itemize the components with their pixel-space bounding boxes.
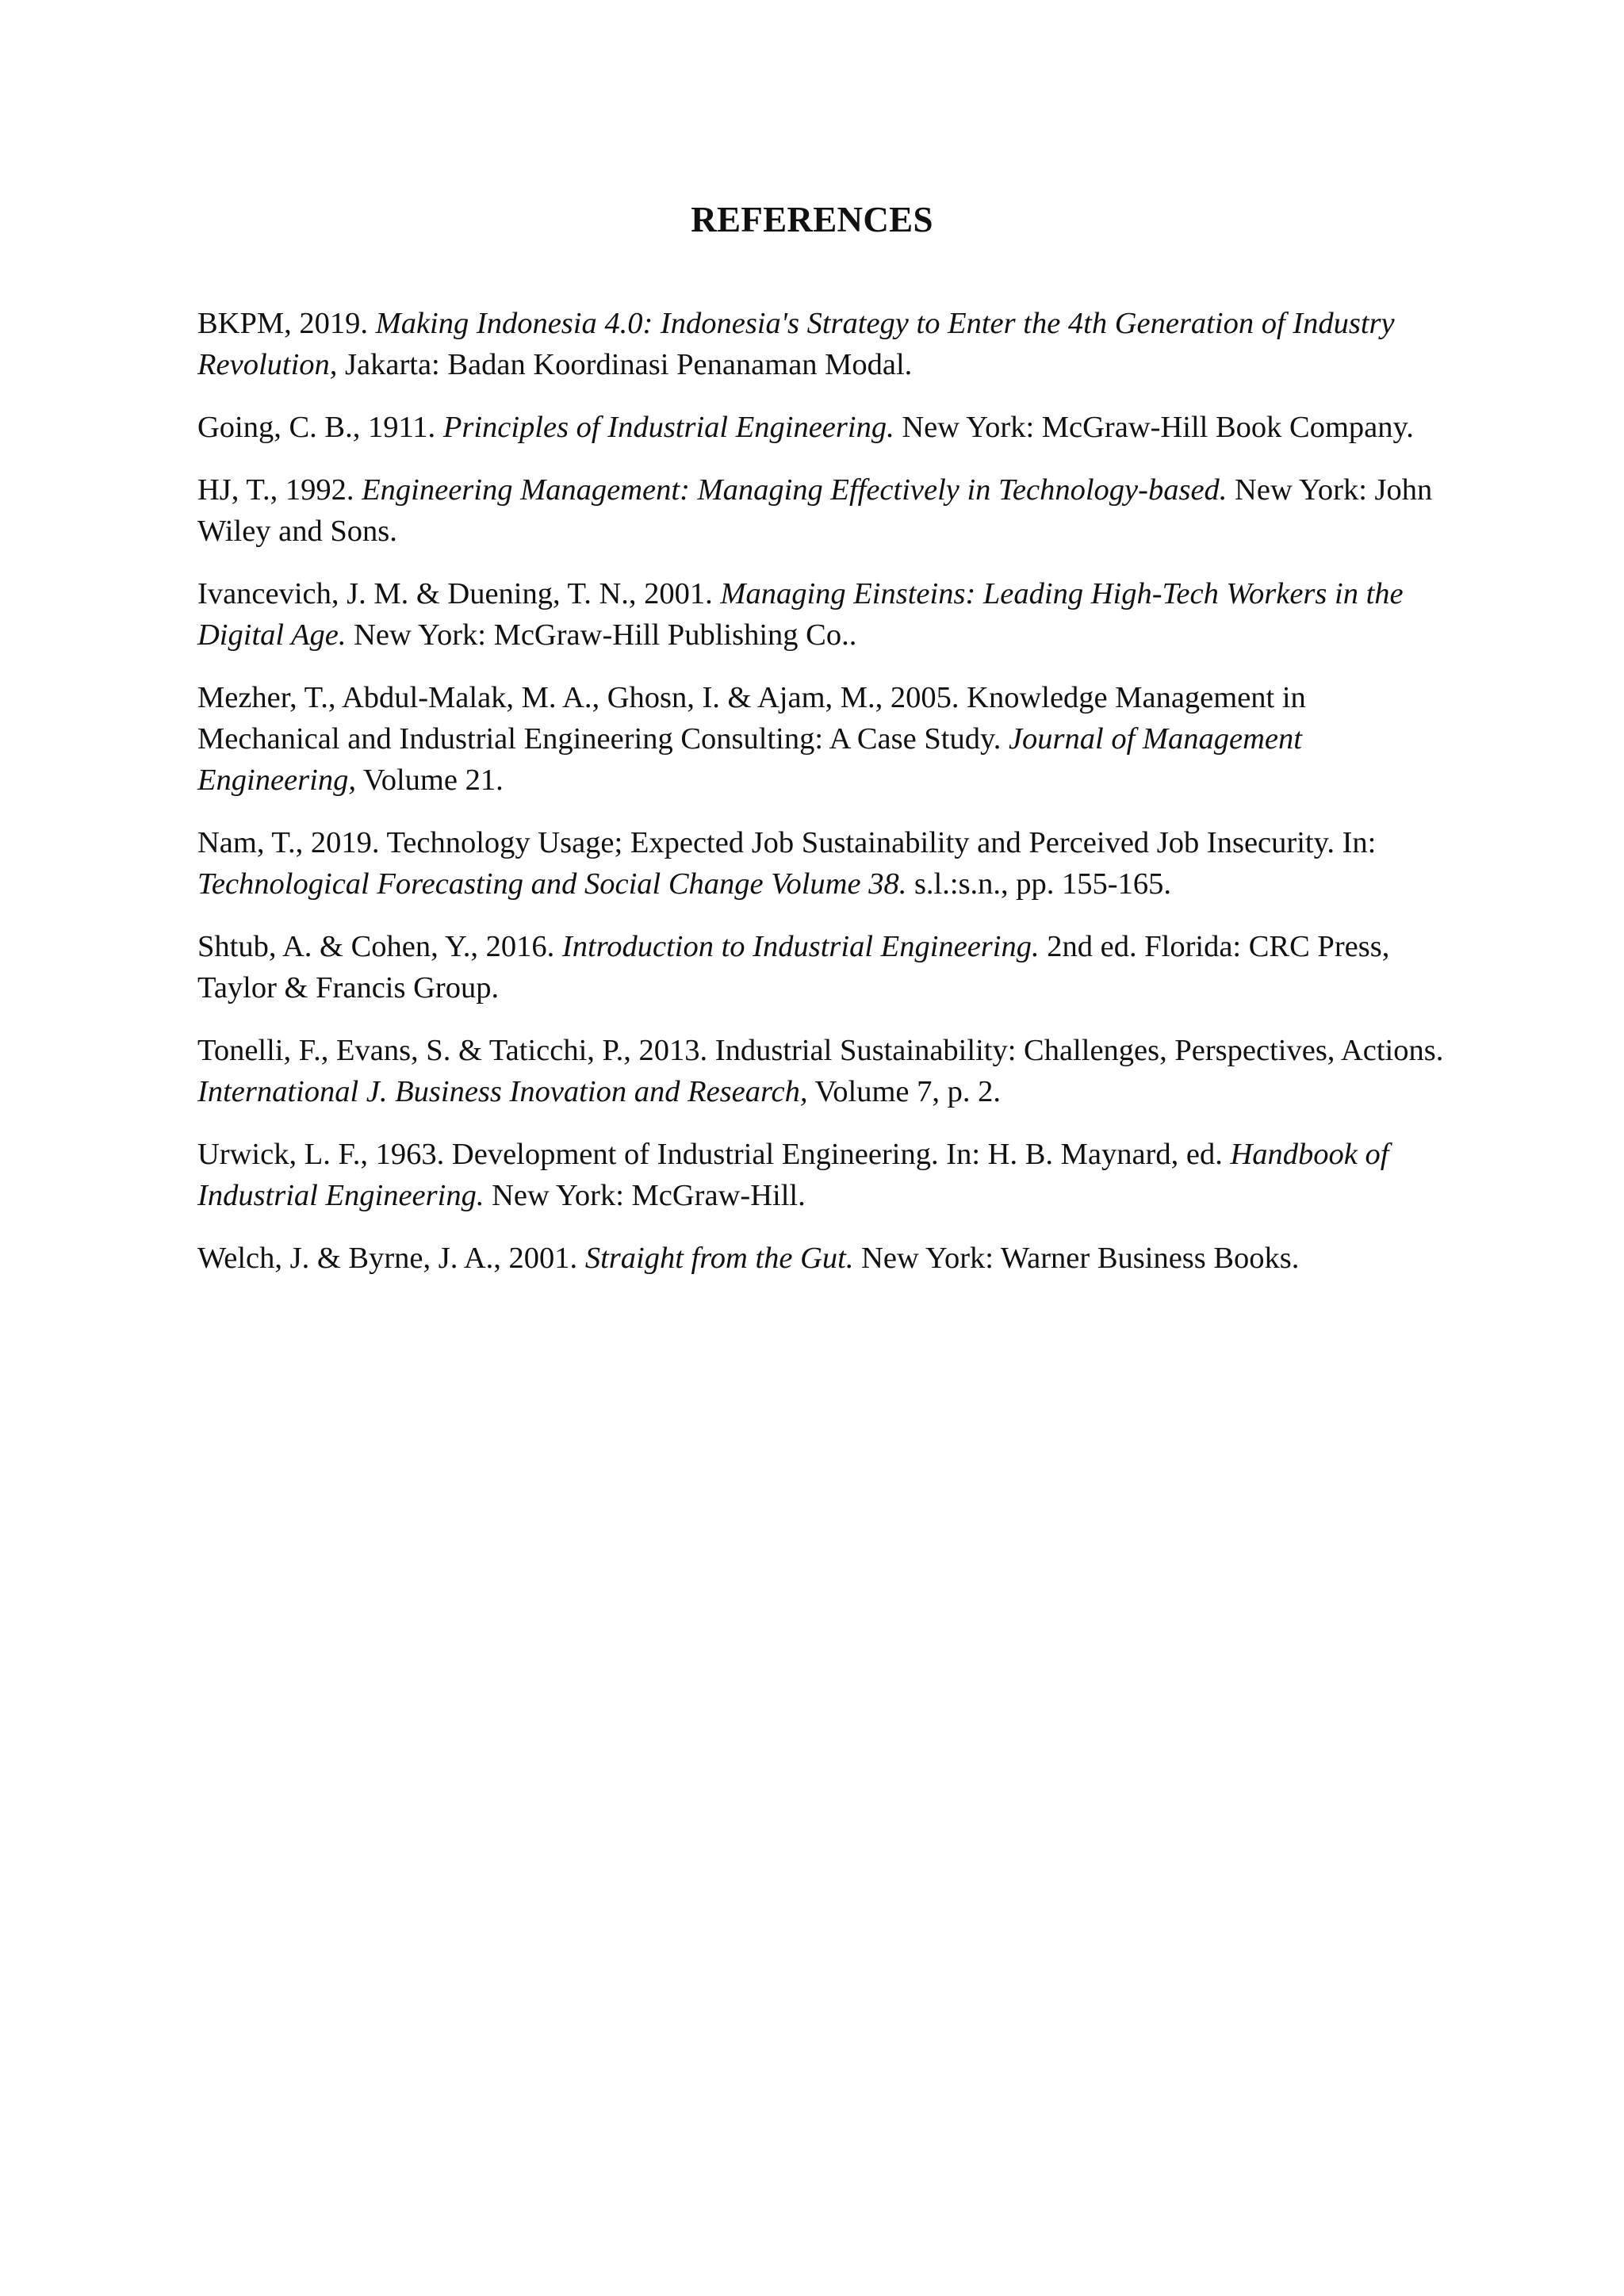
reference-entry: [197, 926, 1450, 1008]
reference-text: New York: McGraw-Hill Book Company.: [894, 411, 1414, 444]
reference-text: Urwick, L. F., 1963. Development of Industrial Engineering. In: H. B. Maynard, ed.: [197, 1138, 1231, 1171]
reference-text: New York: McGraw-Hill.: [484, 1179, 806, 1212]
reference-title: Engineering Management: Managing Effectively in Technology-based.: [362, 473, 1228, 507]
reference-text: 2nd ed. Florida: CRC Press, Taylor & Francis Group.: [197, 930, 1390, 1004]
reference-title: Journal of Management Engineering,: [197, 722, 1302, 797]
reference-entry: [197, 573, 1450, 656]
reference-text: Jakarta: Badan Koordinasi Penanaman Modal.: [337, 348, 913, 381]
reference-list: [197, 303, 1450, 1300]
reference-text: Volume 21.: [355, 763, 504, 797]
reference-title: Principles of Industrial Engineering.: [442, 411, 894, 444]
reference-entry: [197, 407, 1450, 448]
reference-text: s.l.:s.n., pp. 155-165.: [906, 867, 1172, 901]
reference-title: Handbook of Industrial Engineering.: [197, 1138, 1389, 1212]
reference-text: Welch, J. & Byrne, J. A., 2001.: [197, 1242, 585, 1275]
reference-title: Introduction to Industrial Engineering.: [561, 930, 1040, 963]
reference-text: New York: John Wiley and Sons.: [197, 473, 1433, 548]
reference-text: New York: McGraw-Hill Publishing Co..: [346, 618, 857, 652]
reference-text: Mezher, T., Abdul-Malak, M. A., Ghosn, I. & Ajam, M., 2005. Knowledge Management in Mechanical and Industrial Engineering Consulting: A Case Study.: [197, 681, 1306, 756]
reference-entry: [197, 1134, 1450, 1216]
reference-text: Ivancevich, J. M. & Duening, T. N., 2001.: [197, 577, 721, 610]
reference-text: HJ, T., 1992.: [197, 473, 362, 507]
reference-entry: [197, 303, 1450, 385]
reference-entry: [197, 1238, 1450, 1279]
reference-entry: [197, 1030, 1450, 1112]
reference-text: Tonelli, F., Evans, S. & Taticchi, P., 2013. Industrial Sustainability: Challenges, Perspectives, Actions.: [197, 1034, 1444, 1067]
reference-title: Managing Einsteins: Leading High-Tech Workers in the Digital Age.: [197, 577, 1404, 652]
reference-entry: [197, 677, 1450, 801]
reference-text: Shtub, A. & Cohen, Y., 2016.: [197, 930, 562, 963]
reference-text: BKPM, 2019.: [197, 307, 376, 340]
reference-entry: [197, 822, 1450, 905]
reference-text: Nam, T., 2019. Technology Usage; Expected Job Sustainability and Perceived Job Insecurity. In:: [197, 826, 1377, 859]
reference-title: Making Indonesia 4.0: Indonesia's Strategy to Enter the 4th Generation of Industry Revolution,: [197, 307, 1395, 381]
reference-text: Volume 7, p. 2.: [807, 1075, 1002, 1108]
reference-title: Technological Forecasting and Social Change Volume 38.: [197, 867, 907, 901]
reference-text: Going, C. B., 1911.: [197, 411, 443, 444]
page-title: REFERENCES: [691, 200, 933, 239]
reference-title: International J. Business Inovation and Research,: [197, 1075, 808, 1108]
reference-title: Straight from the Gut.: [584, 1242, 854, 1275]
reference-text: New York: Warner Business Books.: [853, 1242, 1300, 1275]
reference-entry: [197, 469, 1450, 552]
